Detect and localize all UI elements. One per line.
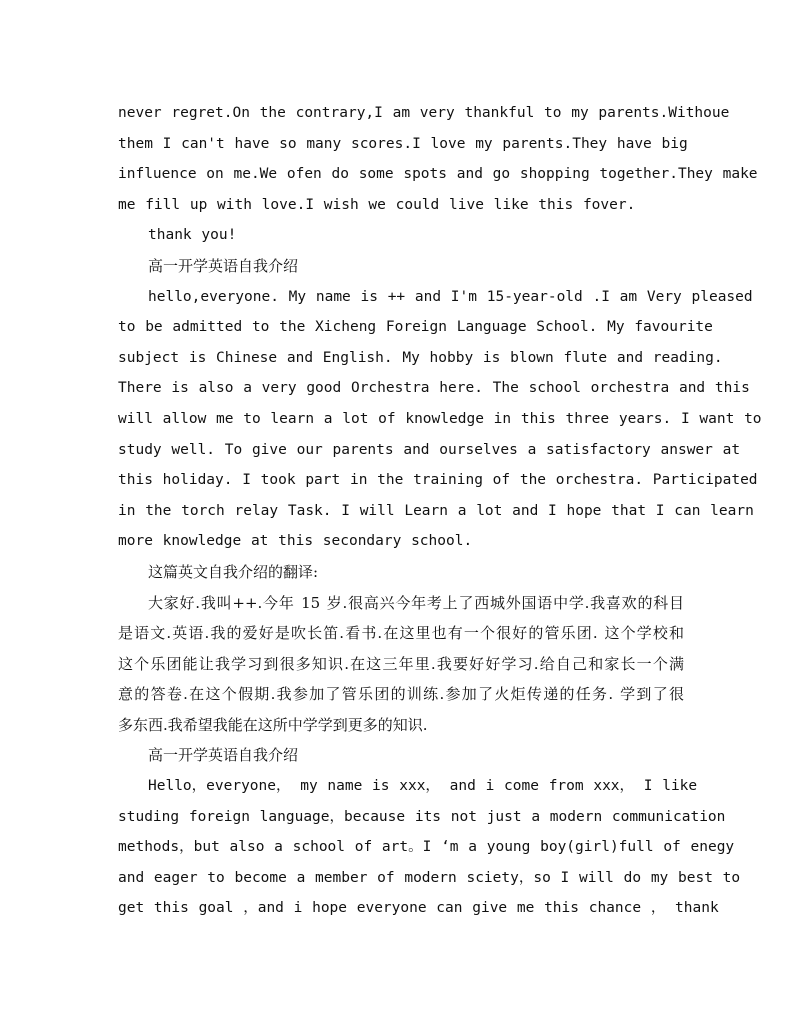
paragraph-translation bbox=[118, 588, 684, 741]
text-line: this holiday. I took part in the training of the orchestra. Participated bbox=[118, 472, 758, 489]
section-heading-1: 高一开学英语自我介绍 bbox=[148, 256, 299, 275]
text-line: 多东西.我希望我能在这所中学学到更多的知识. bbox=[118, 715, 428, 734]
text-line: 是语文.英语.我的爱好是吹长笛.看书.在这里也有一个很好的管乐团. 这个学校和 bbox=[118, 624, 684, 643]
paragraph-thanks bbox=[118, 220, 684, 251]
text-line: There is also a very good Orchestra here. The school orchestra and this bbox=[118, 380, 750, 397]
text-line: study well. To give our parents and ourselves a satisfactory answer at bbox=[118, 441, 741, 458]
text-line: 大家好.我叫++.今年 15 岁.很高兴今年考上了西城外国语中学.我喜欢的科目 bbox=[148, 593, 684, 612]
text-line: and eager to become a member of modern sciety，so I will do my best to bbox=[118, 869, 741, 886]
text-line: to be admitted to the Xicheng Foreign Language School. My favourite bbox=[118, 319, 713, 336]
text-line: them I can't have so many scores.I love my parents.They have big bbox=[118, 135, 688, 152]
text-line: thank you! bbox=[148, 227, 237, 244]
text-line: more knowledge at this secondary school. bbox=[118, 533, 473, 550]
text-line: subject is Chinese and English. My hobby is blown flute and reading. bbox=[118, 349, 723, 366]
text-line: 意的答卷.在这个假期.我参加了管乐团的训练.参加了火炬传递的任务. 学到了很 bbox=[118, 685, 684, 704]
text-line: me fill up with love.I wish we could live like this fover. bbox=[118, 196, 636, 213]
paragraph-self-intro-1 bbox=[118, 282, 762, 557]
text-line: Hello，everyone， my name is xxx， and i come from xxx， I like bbox=[148, 778, 698, 795]
section-heading-2: 高一开学英语自我介绍 bbox=[148, 746, 299, 765]
text-line: in the torch relay Task. I will Learn a lot and I hope that I can learn bbox=[118, 502, 754, 519]
text-line: get this goal ，and i hope everyone can give me this chance ， thank bbox=[118, 900, 719, 917]
text-line: influence on me.We ofen do some spots and go shopping together.They make bbox=[118, 166, 758, 183]
text-line: 这个乐团能让我学习到很多知识.在这三年里.我要好好学习.给自己和家长一个满 bbox=[118, 654, 684, 673]
text-line: never regret.On the contrary,I am very thankful to my parents.Withoue bbox=[118, 105, 730, 121]
document-page bbox=[118, 98, 762, 924]
paragraph-parents bbox=[118, 98, 758, 220]
text-line: studing foreign language，because its not just a modern communication bbox=[118, 808, 726, 825]
text-line: methods，but also a school of art。I ‘m a young boy(girl)full of enegy bbox=[118, 839, 735, 856]
text-line: will allow me to learn a lot of knowledge in this three years. I want to bbox=[118, 410, 762, 427]
translation-heading: 这篇英文自我介绍的翻译: bbox=[148, 562, 319, 581]
paragraph-self-intro-2 bbox=[118, 771, 741, 924]
text-line: hello,everyone. My name is ++ and I'm 15-year-old .I am Very pleased bbox=[148, 288, 753, 305]
